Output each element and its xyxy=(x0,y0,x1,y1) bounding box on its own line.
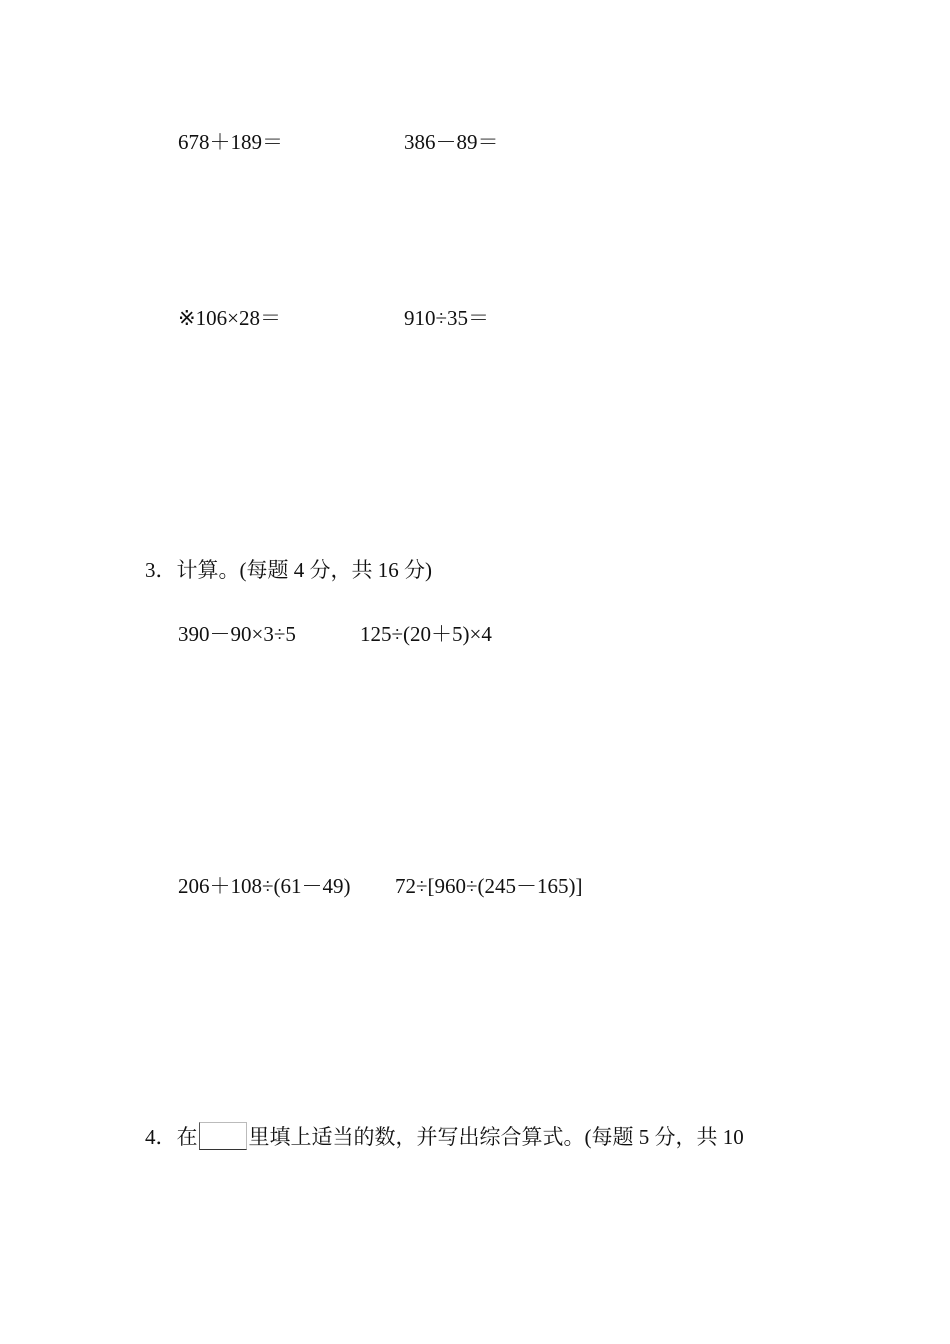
problem-678-plus-189: 678＋189＝ xyxy=(178,130,283,154)
problem-125-expression: 125÷(20＋5)×4 xyxy=(360,622,492,646)
problem-106-times-28: ※106×28＝ xyxy=(178,306,281,330)
problem-72-expression: 72÷[960÷(245－165)] xyxy=(395,874,583,898)
problem-390-expression: 390－90×3÷5 xyxy=(178,622,296,646)
section4-prefix: 4．在 xyxy=(145,1125,198,1149)
problem-910-div-35: 910÷35＝ xyxy=(404,306,490,330)
section4-heading xyxy=(145,1122,744,1150)
section3-heading: 3．计算。(每题 4 分，共 16 分) xyxy=(145,558,432,582)
section4-suffix: 里填上适当的数，并写出综合算式。(每题 5 分，共 10 xyxy=(248,1125,744,1149)
problem-206-expression: 206＋108÷(61－49) xyxy=(178,874,351,898)
problem-386-minus-89: 386－89＝ xyxy=(404,130,499,154)
answer-box[interactable] xyxy=(199,1122,247,1150)
